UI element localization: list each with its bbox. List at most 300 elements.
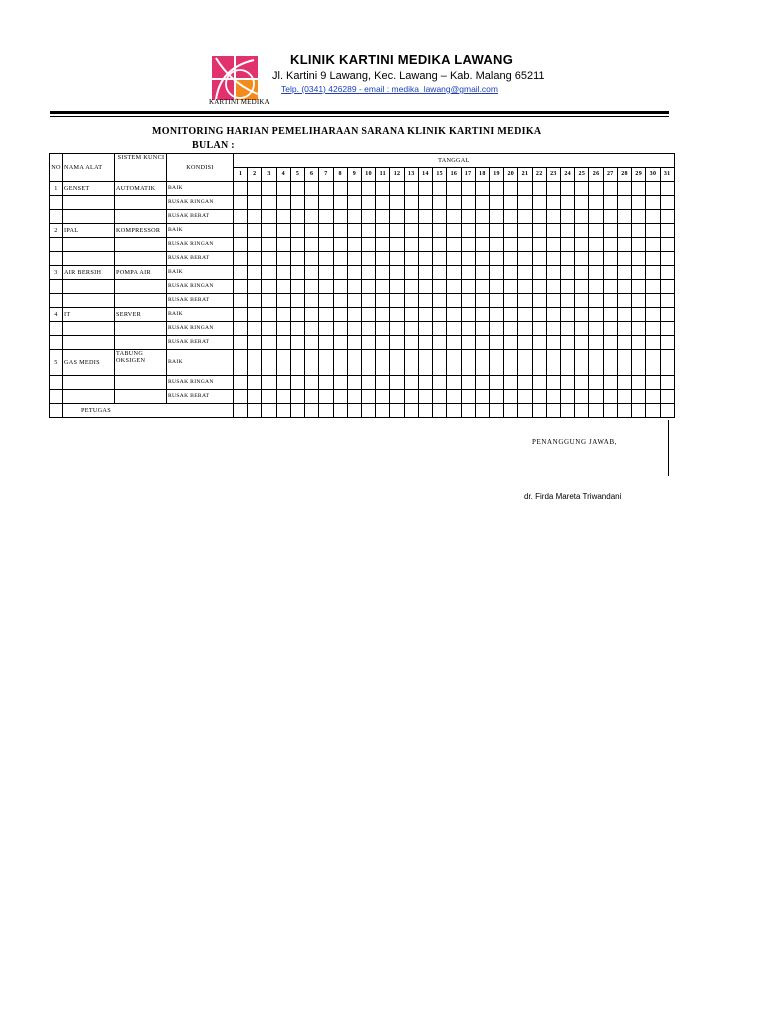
day-check-cell[interactable] bbox=[589, 238, 603, 252]
day-check-cell[interactable] bbox=[404, 182, 418, 196]
day-check-cell[interactable] bbox=[305, 294, 319, 308]
day-check-cell[interactable] bbox=[234, 280, 248, 294]
petugas-sign-cell[interactable] bbox=[418, 404, 432, 418]
day-check-cell[interactable] bbox=[589, 390, 603, 404]
day-check-cell[interactable] bbox=[319, 390, 333, 404]
day-check-cell[interactable] bbox=[290, 266, 304, 280]
day-check-cell[interactable] bbox=[646, 308, 660, 322]
day-check-cell[interactable] bbox=[532, 390, 546, 404]
day-check-cell[interactable] bbox=[660, 238, 674, 252]
day-check-cell[interactable] bbox=[262, 266, 276, 280]
day-check-cell[interactable] bbox=[660, 266, 674, 280]
day-check-cell[interactable] bbox=[234, 210, 248, 224]
day-check-cell[interactable] bbox=[390, 280, 404, 294]
day-check-cell[interactable] bbox=[561, 308, 575, 322]
day-check-cell[interactable] bbox=[376, 252, 390, 266]
day-check-cell[interactable] bbox=[433, 280, 447, 294]
day-check-cell[interactable] bbox=[319, 280, 333, 294]
day-check-cell[interactable] bbox=[248, 238, 262, 252]
day-check-cell[interactable] bbox=[234, 196, 248, 210]
day-check-cell[interactable] bbox=[575, 390, 589, 404]
petugas-sign-cell[interactable] bbox=[404, 404, 418, 418]
day-check-cell[interactable] bbox=[575, 322, 589, 336]
day-check-cell[interactable] bbox=[518, 350, 532, 376]
day-check-cell[interactable] bbox=[447, 336, 461, 350]
day-check-cell[interactable] bbox=[489, 210, 503, 224]
day-check-cell[interactable] bbox=[418, 376, 432, 390]
day-check-cell[interactable] bbox=[276, 350, 290, 376]
day-check-cell[interactable] bbox=[518, 336, 532, 350]
day-check-cell[interactable] bbox=[461, 376, 475, 390]
day-check-cell[interactable] bbox=[347, 280, 361, 294]
day-check-cell[interactable] bbox=[347, 322, 361, 336]
day-check-cell[interactable] bbox=[646, 238, 660, 252]
day-check-cell[interactable] bbox=[248, 280, 262, 294]
day-check-cell[interactable] bbox=[361, 322, 375, 336]
day-check-cell[interactable] bbox=[276, 238, 290, 252]
day-check-cell[interactable] bbox=[418, 252, 432, 266]
day-check-cell[interactable] bbox=[646, 322, 660, 336]
day-check-cell[interactable] bbox=[632, 376, 646, 390]
day-check-cell[interactable] bbox=[290, 252, 304, 266]
day-check-cell[interactable] bbox=[319, 336, 333, 350]
day-check-cell[interactable] bbox=[361, 252, 375, 266]
day-check-cell[interactable] bbox=[461, 336, 475, 350]
day-check-cell[interactable] bbox=[646, 376, 660, 390]
day-check-cell[interactable] bbox=[404, 322, 418, 336]
day-check-cell[interactable] bbox=[347, 336, 361, 350]
day-check-cell[interactable] bbox=[475, 182, 489, 196]
day-check-cell[interactable] bbox=[546, 196, 560, 210]
day-check-cell[interactable] bbox=[276, 210, 290, 224]
day-check-cell[interactable] bbox=[603, 182, 617, 196]
day-check-cell[interactable] bbox=[433, 238, 447, 252]
day-check-cell[interactable] bbox=[319, 376, 333, 390]
day-check-cell[interactable] bbox=[376, 182, 390, 196]
day-check-cell[interactable] bbox=[390, 390, 404, 404]
day-check-cell[interactable] bbox=[589, 252, 603, 266]
day-check-cell[interactable] bbox=[333, 210, 347, 224]
day-check-cell[interactable] bbox=[276, 322, 290, 336]
day-check-cell[interactable] bbox=[234, 308, 248, 322]
day-check-cell[interactable] bbox=[632, 266, 646, 280]
day-check-cell[interactable] bbox=[632, 336, 646, 350]
day-check-cell[interactable] bbox=[589, 280, 603, 294]
day-check-cell[interactable] bbox=[632, 294, 646, 308]
petugas-sign-cell[interactable] bbox=[475, 404, 489, 418]
day-check-cell[interactable] bbox=[433, 322, 447, 336]
day-check-cell[interactable] bbox=[305, 390, 319, 404]
day-check-cell[interactable] bbox=[589, 196, 603, 210]
day-check-cell[interactable] bbox=[361, 196, 375, 210]
day-check-cell[interactable] bbox=[646, 210, 660, 224]
day-check-cell[interactable] bbox=[404, 376, 418, 390]
day-check-cell[interactable] bbox=[390, 238, 404, 252]
day-check-cell[interactable] bbox=[532, 266, 546, 280]
day-check-cell[interactable] bbox=[290, 182, 304, 196]
day-check-cell[interactable] bbox=[546, 280, 560, 294]
day-check-cell[interactable] bbox=[561, 376, 575, 390]
day-check-cell[interactable] bbox=[660, 224, 674, 238]
day-check-cell[interactable] bbox=[276, 224, 290, 238]
day-check-cell[interactable] bbox=[461, 252, 475, 266]
day-check-cell[interactable] bbox=[447, 390, 461, 404]
day-check-cell[interactable] bbox=[390, 350, 404, 376]
day-check-cell[interactable] bbox=[489, 294, 503, 308]
day-check-cell[interactable] bbox=[617, 350, 631, 376]
day-check-cell[interactable] bbox=[404, 252, 418, 266]
day-check-cell[interactable] bbox=[376, 322, 390, 336]
day-check-cell[interactable] bbox=[333, 294, 347, 308]
day-check-cell[interactable] bbox=[660, 294, 674, 308]
day-check-cell[interactable] bbox=[461, 196, 475, 210]
day-check-cell[interactable] bbox=[248, 252, 262, 266]
day-check-cell[interactable] bbox=[546, 390, 560, 404]
day-check-cell[interactable] bbox=[489, 280, 503, 294]
day-check-cell[interactable] bbox=[632, 182, 646, 196]
day-check-cell[interactable] bbox=[333, 336, 347, 350]
day-check-cell[interactable] bbox=[390, 266, 404, 280]
day-check-cell[interactable] bbox=[660, 322, 674, 336]
day-check-cell[interactable] bbox=[418, 390, 432, 404]
day-check-cell[interactable] bbox=[361, 294, 375, 308]
day-check-cell[interactable] bbox=[418, 224, 432, 238]
day-check-cell[interactable] bbox=[290, 336, 304, 350]
day-check-cell[interactable] bbox=[475, 280, 489, 294]
day-check-cell[interactable] bbox=[589, 336, 603, 350]
day-check-cell[interactable] bbox=[248, 210, 262, 224]
day-check-cell[interactable] bbox=[290, 308, 304, 322]
day-check-cell[interactable] bbox=[617, 196, 631, 210]
day-check-cell[interactable] bbox=[305, 336, 319, 350]
day-check-cell[interactable] bbox=[504, 350, 518, 376]
day-check-cell[interactable] bbox=[575, 376, 589, 390]
day-check-cell[interactable] bbox=[532, 238, 546, 252]
day-check-cell[interactable] bbox=[589, 266, 603, 280]
day-check-cell[interactable] bbox=[433, 196, 447, 210]
day-check-cell[interactable] bbox=[617, 336, 631, 350]
day-check-cell[interactable] bbox=[632, 390, 646, 404]
day-check-cell[interactable] bbox=[561, 196, 575, 210]
petugas-sign-cell[interactable] bbox=[376, 404, 390, 418]
day-check-cell[interactable] bbox=[376, 266, 390, 280]
day-check-cell[interactable] bbox=[376, 294, 390, 308]
day-check-cell[interactable] bbox=[390, 322, 404, 336]
day-check-cell[interactable] bbox=[617, 376, 631, 390]
day-check-cell[interactable] bbox=[433, 376, 447, 390]
day-check-cell[interactable] bbox=[532, 350, 546, 376]
day-check-cell[interactable] bbox=[461, 308, 475, 322]
day-check-cell[interactable] bbox=[234, 390, 248, 404]
day-check-cell[interactable] bbox=[248, 350, 262, 376]
day-check-cell[interactable] bbox=[561, 350, 575, 376]
day-check-cell[interactable] bbox=[234, 350, 248, 376]
day-check-cell[interactable] bbox=[347, 390, 361, 404]
day-check-cell[interactable] bbox=[504, 252, 518, 266]
day-check-cell[interactable] bbox=[248, 294, 262, 308]
day-check-cell[interactable] bbox=[234, 336, 248, 350]
day-check-cell[interactable] bbox=[660, 280, 674, 294]
day-check-cell[interactable] bbox=[305, 182, 319, 196]
day-check-cell[interactable] bbox=[489, 390, 503, 404]
day-check-cell[interactable] bbox=[262, 224, 276, 238]
day-check-cell[interactable] bbox=[561, 182, 575, 196]
day-check-cell[interactable] bbox=[248, 224, 262, 238]
day-check-cell[interactable] bbox=[447, 224, 461, 238]
day-check-cell[interactable] bbox=[489, 224, 503, 238]
clinic-contact-link[interactable]: Telp. (0341) 426289 - email : medika_lawang@gmail.com bbox=[281, 84, 498, 94]
day-check-cell[interactable] bbox=[518, 294, 532, 308]
day-check-cell[interactable] bbox=[305, 322, 319, 336]
day-check-cell[interactable] bbox=[376, 336, 390, 350]
petugas-sign-cell[interactable] bbox=[518, 404, 532, 418]
day-check-cell[interactable] bbox=[575, 294, 589, 308]
day-check-cell[interactable] bbox=[276, 308, 290, 322]
day-check-cell[interactable] bbox=[248, 308, 262, 322]
day-check-cell[interactable] bbox=[646, 350, 660, 376]
day-check-cell[interactable] bbox=[305, 350, 319, 376]
day-check-cell[interactable] bbox=[433, 336, 447, 350]
petugas-sign-cell[interactable] bbox=[546, 404, 560, 418]
day-check-cell[interactable] bbox=[546, 376, 560, 390]
day-check-cell[interactable] bbox=[546, 294, 560, 308]
day-check-cell[interactable] bbox=[561, 252, 575, 266]
day-check-cell[interactable] bbox=[276, 280, 290, 294]
day-check-cell[interactable] bbox=[561, 322, 575, 336]
day-check-cell[interactable] bbox=[276, 336, 290, 350]
day-check-cell[interactable] bbox=[376, 224, 390, 238]
day-check-cell[interactable] bbox=[234, 224, 248, 238]
day-check-cell[interactable] bbox=[234, 182, 248, 196]
day-check-cell[interactable] bbox=[475, 196, 489, 210]
day-check-cell[interactable] bbox=[461, 238, 475, 252]
day-check-cell[interactable] bbox=[532, 376, 546, 390]
day-check-cell[interactable] bbox=[376, 350, 390, 376]
day-check-cell[interactable] bbox=[504, 238, 518, 252]
day-check-cell[interactable] bbox=[347, 376, 361, 390]
day-check-cell[interactable] bbox=[546, 182, 560, 196]
day-check-cell[interactable] bbox=[632, 238, 646, 252]
day-check-cell[interactable] bbox=[660, 196, 674, 210]
day-check-cell[interactable] bbox=[575, 336, 589, 350]
day-check-cell[interactable] bbox=[475, 238, 489, 252]
day-check-cell[interactable] bbox=[475, 252, 489, 266]
day-check-cell[interactable] bbox=[447, 182, 461, 196]
day-check-cell[interactable] bbox=[390, 182, 404, 196]
day-check-cell[interactable] bbox=[617, 224, 631, 238]
day-check-cell[interactable] bbox=[532, 252, 546, 266]
day-check-cell[interactable] bbox=[433, 266, 447, 280]
petugas-sign-cell[interactable] bbox=[632, 404, 646, 418]
day-check-cell[interactable] bbox=[489, 322, 503, 336]
day-check-cell[interactable] bbox=[603, 350, 617, 376]
day-check-cell[interactable] bbox=[532, 322, 546, 336]
day-check-cell[interactable] bbox=[617, 390, 631, 404]
day-check-cell[interactable] bbox=[290, 238, 304, 252]
day-check-cell[interactable] bbox=[390, 294, 404, 308]
day-check-cell[interactable] bbox=[660, 182, 674, 196]
day-check-cell[interactable] bbox=[475, 294, 489, 308]
day-check-cell[interactable] bbox=[603, 322, 617, 336]
day-check-cell[interactable] bbox=[504, 376, 518, 390]
day-check-cell[interactable] bbox=[504, 280, 518, 294]
day-check-cell[interactable] bbox=[290, 210, 304, 224]
day-check-cell[interactable] bbox=[646, 196, 660, 210]
day-check-cell[interactable] bbox=[390, 210, 404, 224]
day-check-cell[interactable] bbox=[461, 266, 475, 280]
day-check-cell[interactable] bbox=[546, 322, 560, 336]
day-check-cell[interactable] bbox=[603, 196, 617, 210]
day-check-cell[interactable] bbox=[290, 224, 304, 238]
day-check-cell[interactable] bbox=[546, 350, 560, 376]
day-check-cell[interactable] bbox=[404, 390, 418, 404]
day-check-cell[interactable] bbox=[575, 308, 589, 322]
day-check-cell[interactable] bbox=[589, 210, 603, 224]
day-check-cell[interactable] bbox=[532, 196, 546, 210]
day-check-cell[interactable] bbox=[646, 252, 660, 266]
day-check-cell[interactable] bbox=[518, 280, 532, 294]
day-check-cell[interactable] bbox=[475, 376, 489, 390]
day-check-cell[interactable] bbox=[447, 238, 461, 252]
day-check-cell[interactable] bbox=[504, 390, 518, 404]
day-check-cell[interactable] bbox=[589, 376, 603, 390]
day-check-cell[interactable] bbox=[347, 210, 361, 224]
day-check-cell[interactable] bbox=[646, 182, 660, 196]
day-check-cell[interactable] bbox=[290, 294, 304, 308]
day-check-cell[interactable] bbox=[347, 238, 361, 252]
day-check-cell[interactable] bbox=[475, 210, 489, 224]
day-check-cell[interactable] bbox=[234, 376, 248, 390]
day-check-cell[interactable] bbox=[447, 294, 461, 308]
day-check-cell[interactable] bbox=[561, 224, 575, 238]
day-check-cell[interactable] bbox=[475, 224, 489, 238]
day-check-cell[interactable] bbox=[418, 210, 432, 224]
day-check-cell[interactable] bbox=[361, 266, 375, 280]
petugas-sign-cell[interactable] bbox=[276, 404, 290, 418]
petugas-sign-cell[interactable] bbox=[617, 404, 631, 418]
day-check-cell[interactable] bbox=[305, 224, 319, 238]
day-check-cell[interactable] bbox=[617, 280, 631, 294]
day-check-cell[interactable] bbox=[305, 252, 319, 266]
day-check-cell[interactable] bbox=[504, 196, 518, 210]
day-check-cell[interactable] bbox=[418, 182, 432, 196]
day-check-cell[interactable] bbox=[546, 252, 560, 266]
day-check-cell[interactable] bbox=[433, 210, 447, 224]
day-check-cell[interactable] bbox=[376, 280, 390, 294]
petugas-sign-cell[interactable] bbox=[575, 404, 589, 418]
day-check-cell[interactable] bbox=[404, 308, 418, 322]
day-check-cell[interactable] bbox=[632, 252, 646, 266]
day-check-cell[interactable] bbox=[234, 252, 248, 266]
day-check-cell[interactable] bbox=[504, 266, 518, 280]
day-check-cell[interactable] bbox=[305, 308, 319, 322]
day-check-cell[interactable] bbox=[262, 210, 276, 224]
petugas-sign-cell[interactable] bbox=[333, 404, 347, 418]
day-check-cell[interactable] bbox=[461, 210, 475, 224]
day-check-cell[interactable] bbox=[276, 196, 290, 210]
day-check-cell[interactable] bbox=[333, 266, 347, 280]
day-check-cell[interactable] bbox=[461, 322, 475, 336]
day-check-cell[interactable] bbox=[290, 350, 304, 376]
day-check-cell[interactable] bbox=[660, 252, 674, 266]
day-check-cell[interactable] bbox=[660, 376, 674, 390]
day-check-cell[interactable] bbox=[603, 280, 617, 294]
day-check-cell[interactable] bbox=[504, 322, 518, 336]
day-check-cell[interactable] bbox=[290, 390, 304, 404]
day-check-cell[interactable] bbox=[390, 308, 404, 322]
day-check-cell[interactable] bbox=[404, 224, 418, 238]
day-check-cell[interactable] bbox=[489, 182, 503, 196]
petugas-sign-cell[interactable] bbox=[347, 404, 361, 418]
day-check-cell[interactable] bbox=[646, 224, 660, 238]
day-check-cell[interactable] bbox=[361, 390, 375, 404]
day-check-cell[interactable] bbox=[489, 350, 503, 376]
day-check-cell[interactable] bbox=[262, 280, 276, 294]
day-check-cell[interactable] bbox=[376, 390, 390, 404]
day-check-cell[interactable] bbox=[347, 182, 361, 196]
petugas-sign-cell[interactable] bbox=[262, 404, 276, 418]
day-check-cell[interactable] bbox=[575, 224, 589, 238]
day-check-cell[interactable] bbox=[632, 196, 646, 210]
day-check-cell[interactable] bbox=[632, 210, 646, 224]
day-check-cell[interactable] bbox=[333, 322, 347, 336]
day-check-cell[interactable] bbox=[262, 294, 276, 308]
petugas-sign-cell[interactable] bbox=[461, 404, 475, 418]
day-check-cell[interactable] bbox=[433, 308, 447, 322]
day-check-cell[interactable] bbox=[376, 308, 390, 322]
day-check-cell[interactable] bbox=[234, 322, 248, 336]
day-check-cell[interactable] bbox=[518, 252, 532, 266]
day-check-cell[interactable] bbox=[319, 294, 333, 308]
day-check-cell[interactable] bbox=[532, 294, 546, 308]
day-check-cell[interactable] bbox=[361, 210, 375, 224]
day-check-cell[interactable] bbox=[404, 266, 418, 280]
day-check-cell[interactable] bbox=[447, 376, 461, 390]
petugas-sign-cell[interactable] bbox=[433, 404, 447, 418]
day-check-cell[interactable] bbox=[546, 336, 560, 350]
day-check-cell[interactable] bbox=[617, 182, 631, 196]
day-check-cell[interactable] bbox=[262, 390, 276, 404]
day-check-cell[interactable] bbox=[333, 224, 347, 238]
day-check-cell[interactable] bbox=[333, 376, 347, 390]
day-check-cell[interactable] bbox=[589, 182, 603, 196]
day-check-cell[interactable] bbox=[248, 196, 262, 210]
day-check-cell[interactable] bbox=[418, 308, 432, 322]
day-check-cell[interactable] bbox=[447, 350, 461, 376]
day-check-cell[interactable] bbox=[632, 280, 646, 294]
day-check-cell[interactable] bbox=[603, 224, 617, 238]
day-check-cell[interactable] bbox=[575, 210, 589, 224]
day-check-cell[interactable] bbox=[333, 350, 347, 376]
day-check-cell[interactable] bbox=[319, 196, 333, 210]
day-check-cell[interactable] bbox=[376, 210, 390, 224]
day-check-cell[interactable] bbox=[603, 390, 617, 404]
day-check-cell[interactable] bbox=[418, 196, 432, 210]
day-check-cell[interactable] bbox=[404, 336, 418, 350]
day-check-cell[interactable] bbox=[404, 350, 418, 376]
day-check-cell[interactable] bbox=[575, 280, 589, 294]
day-check-cell[interactable] bbox=[347, 196, 361, 210]
day-check-cell[interactable] bbox=[561, 280, 575, 294]
day-check-cell[interactable] bbox=[575, 350, 589, 376]
day-check-cell[interactable] bbox=[489, 252, 503, 266]
day-check-cell[interactable] bbox=[603, 336, 617, 350]
day-check-cell[interactable] bbox=[532, 210, 546, 224]
day-check-cell[interactable] bbox=[248, 182, 262, 196]
day-check-cell[interactable] bbox=[248, 266, 262, 280]
day-check-cell[interactable] bbox=[347, 294, 361, 308]
day-check-cell[interactable] bbox=[361, 280, 375, 294]
